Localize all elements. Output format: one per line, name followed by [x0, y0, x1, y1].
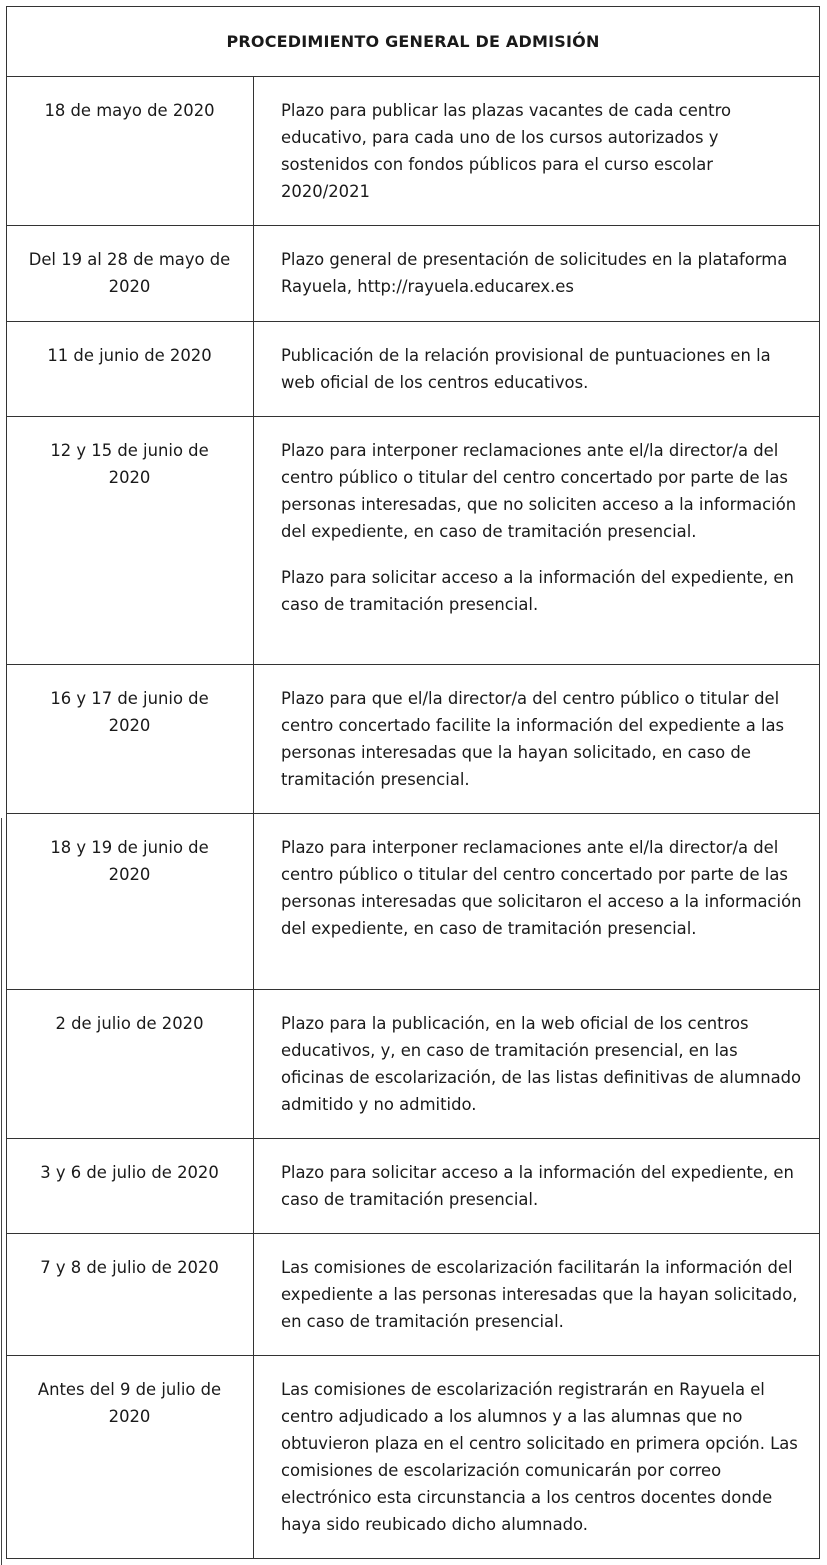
row-date: 18 de mayo de 2020 — [6, 77, 254, 225]
row-date: 12 y 15 de junio de 2020 — [6, 417, 254, 664]
row-description — [254, 814, 820, 989]
table-title: PROCEDIMIENTO GENERAL DE ADMISIÓN — [226, 31, 600, 51]
row-paragraph: Publicación de la relación provisional de puntuaciones en la web oficial de los centros educativos. — [281, 346, 771, 392]
row-date: 18 y 19 de junio de 2020 — [6, 814, 254, 989]
table-row — [6, 664, 820, 813]
row-paragraph: Plazo general de presentación de solicitudes en la plataforma Rayuela, http://rayuela.educarex.es — [281, 250, 788, 296]
row-date: 3 y 6 de julio de 2020 — [6, 1139, 254, 1233]
row-date: 2 de julio de 2020 — [6, 990, 254, 1138]
row-description — [254, 322, 820, 416]
row-description — [254, 417, 820, 664]
row-paragraph: Plazo para interponer reclamaciones ante el/la director/a del centro público o titular del centro concertado por parte de las personas interesadas, que no soliciten acceso a la información del expediente, en caso de tramitación presencial. — [281, 441, 797, 541]
row-date: 7 y 8 de julio de 2020 — [6, 1234, 254, 1355]
table-row — [6, 813, 820, 989]
row-date: Del 19 al 28 de mayo de 2020 — [6, 226, 254, 321]
row-description — [254, 1356, 820, 1558]
table-bottom-border — [6, 1558, 820, 1559]
row-paragraph: Plazo para solicitar acceso a la información del expediente, en caso de tramitación presencial. — [281, 1163, 794, 1209]
row-description — [254, 1234, 820, 1355]
table-row — [6, 1355, 820, 1558]
table-row — [6, 1233, 820, 1355]
table-row — [6, 321, 820, 416]
row-paragraph: Plazo para interponer reclamaciones ante el/la director/a del centro público o titular del centro concertado por parte de las personas interesadas que solicitaron el acceso a la información del expediente, en caso de tramitación presencial. — [281, 838, 802, 938]
row-paragraph: Plazo para solicitar acceso a la información del expediente, en caso de tramitación presencial. — [281, 568, 794, 614]
row-paragraph: Las comisiones de escolarización registrarán en Rayuela el centro adjudicado a los alumnos y a las alumnas que no obtuvieron plaza en el centro solicitado en primera opción. Las comisiones de escolarización comunicarán por correo electrónico esta circunstancia a los centros docentes donde haya sido reubicado dicho alumnado. — [281, 1380, 798, 1534]
margin-line — [1, 818, 2, 1565]
table-row — [6, 76, 820, 225]
row-description — [254, 77, 820, 225]
row-description — [254, 226, 820, 321]
table-row — [6, 989, 820, 1138]
row-date: 11 de junio de 2020 — [6, 322, 254, 416]
table-row — [6, 416, 820, 664]
row-date: 16 y 17 de junio de 2020 — [6, 665, 254, 813]
row-paragraph: Las comisiones de escolarización facilitarán la información del expediente a las personas interesadas que la hayan solicitado, en caso de tramitación presencial. — [281, 1258, 798, 1331]
row-paragraph: Plazo para que el/la director/a del centro público o titular del centro concertado facilite la información del expediente a las personas interesadas que la hayan solicitado, en caso de tramitación presencial. — [281, 689, 785, 789]
row-description — [254, 665, 820, 813]
row-description — [254, 990, 820, 1138]
row-paragraph: Plazo para la publicación, en la web oficial de los centros educativos, y, en caso de tramitación presencial, en las oficinas de escolarización, de las listas definitivas de alumnado admitido y no admitido. — [281, 1014, 802, 1114]
table-row — [6, 1138, 820, 1233]
row-description — [254, 1139, 820, 1233]
row-date: Antes del 9 de julio de 2020 — [6, 1356, 254, 1558]
row-paragraph: Plazo para publicar las plazas vacantes de cada centro educativo, para cada uno de los cursos autorizados y sostenidos con fondos públicos para el curso escolar 2020/2021 — [281, 101, 731, 201]
table-row — [6, 225, 820, 321]
